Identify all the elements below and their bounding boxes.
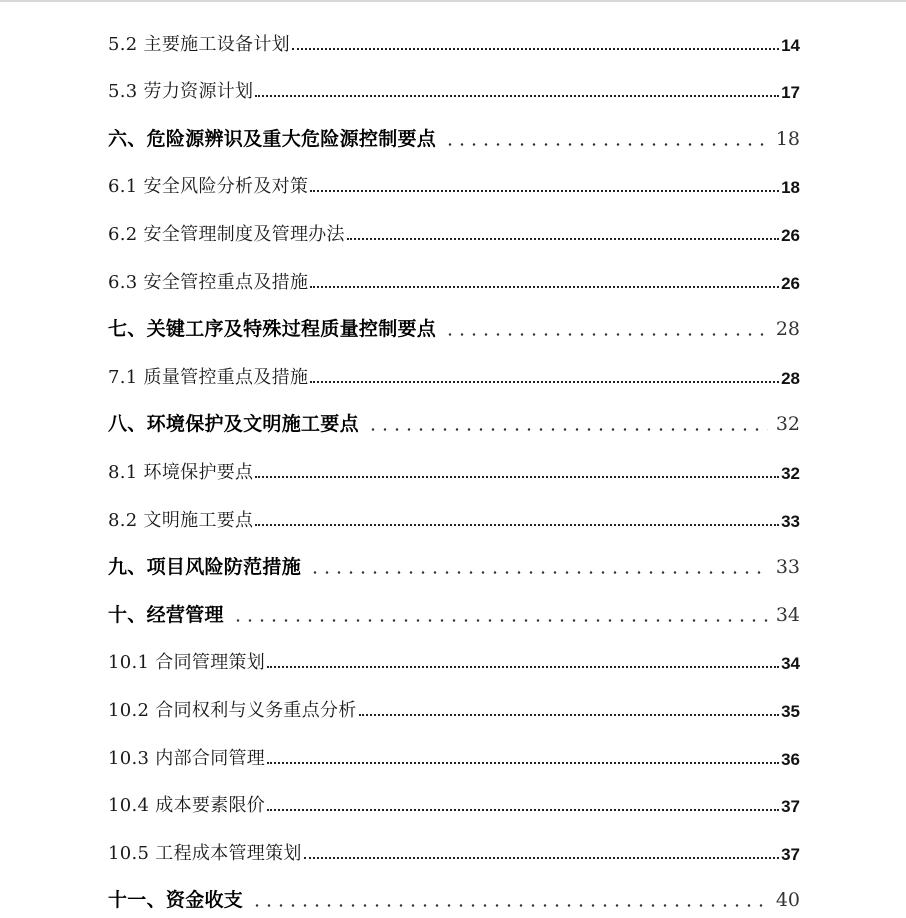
toc-dot-leader: [304, 857, 779, 859]
toc-page-number: 34: [781, 654, 800, 674]
toc-page-number: 14: [781, 35, 800, 55]
toc-entry-title: 10.3 内部合同管理: [108, 747, 266, 769]
toc-entry-title: 6.3 安全管控重点及措施: [108, 271, 309, 293]
toc-section-entry[interactable]: [108, 821, 800, 869]
toc-dot-leader: [444, 143, 768, 146]
toc-page-number: 33: [781, 511, 800, 531]
toc-chapter-entry[interactable]: [108, 583, 800, 631]
toc-dot-leader: [255, 524, 779, 526]
toc-page-number: 36: [781, 749, 800, 769]
toc-page-number: 32: [775, 413, 800, 436]
toc-dot-leader: [347, 238, 779, 240]
toc-page-number: 26: [781, 225, 800, 245]
toc-dot-leader: [251, 904, 768, 907]
toc-section-entry[interactable]: [108, 678, 800, 726]
page-top-border: [0, 0, 906, 2]
toc-dot-leader: [232, 619, 768, 622]
table-of-contents: [108, 12, 800, 916]
toc-entry-title: 十一、资金收支: [108, 889, 244, 912]
toc-dot-leader: [367, 428, 768, 431]
toc-chapter-entry[interactable]: [108, 107, 800, 155]
toc-entry-title: 七、关键工序及特殊过程质量控制要点: [108, 318, 437, 341]
toc-page-number: 40: [775, 889, 800, 912]
toc-entry-title: 5.3 劳力资源计划: [108, 81, 254, 103]
toc-chapter-entry[interactable]: [108, 298, 800, 346]
toc-entry-title: 10.4 成本要素限价: [108, 795, 266, 817]
toc-section-entry[interactable]: [108, 12, 800, 60]
toc-section-entry[interactable]: [108, 345, 800, 393]
toc-page-number: 26: [781, 273, 800, 293]
toc-section-entry[interactable]: [108, 631, 800, 679]
toc-dot-leader: [255, 476, 779, 478]
toc-dot-leader: [310, 190, 779, 192]
toc-dot-leader: [267, 762, 779, 764]
toc-entry-title: 5.2 主要施工设备计划: [108, 33, 290, 55]
toc-entry-title: 8.2 文明施工要点: [108, 509, 254, 531]
toc-page-number: 32: [781, 463, 800, 483]
toc-entry-title: 九、项目风险防范措施: [108, 556, 302, 579]
toc-section-entry[interactable]: [108, 726, 800, 774]
toc-entry-title: 10.5 工程成本管理策划: [108, 842, 302, 864]
toc-entry-title: 八、环境保护及文明施工要点: [108, 413, 359, 436]
toc-dot-leader: [310, 381, 779, 383]
toc-chapter-entry[interactable]: [108, 869, 800, 917]
toc-page-number: 28: [775, 318, 800, 341]
toc-dot-leader: [359, 714, 779, 716]
toc-section-entry[interactable]: [108, 774, 800, 822]
toc-page-number: 33: [775, 556, 800, 579]
toc-page-number: 17: [781, 83, 800, 103]
toc-entry-title: 十、经营管理: [108, 603, 224, 626]
toc-page-number: 34: [775, 603, 800, 626]
toc-dot-leader: [267, 666, 779, 668]
toc-page-number: 18: [775, 127, 800, 150]
toc-page-number: 37: [781, 797, 800, 817]
toc-entry-title: 六、危险源辨识及重大危险源控制要点: [108, 127, 437, 150]
toc-entry-title: 10.2 合同权利与义务重点分析: [108, 699, 357, 721]
toc-section-entry[interactable]: [108, 60, 800, 108]
toc-dot-leader: [310, 286, 779, 288]
toc-section-entry[interactable]: [108, 488, 800, 536]
toc-entry-title: 6.1 安全风险分析及对策: [108, 176, 309, 198]
toc-entry-title: 10.1 合同管理策划: [108, 652, 266, 674]
toc-page-number: 18: [781, 178, 800, 198]
toc-dot-leader: [267, 809, 779, 811]
toc-dot-leader: [444, 333, 768, 336]
toc-dot-leader: [255, 95, 779, 97]
toc-entry-title: 6.2 安全管理制度及管理办法: [108, 223, 345, 245]
toc-section-entry[interactable]: [108, 155, 800, 203]
toc-chapter-entry[interactable]: [108, 536, 800, 584]
toc-dot-leader: [292, 48, 779, 50]
toc-section-entry[interactable]: [108, 250, 800, 298]
toc-entry-title: 8.1 环境保护要点: [108, 461, 254, 483]
toc-page-number: 35: [781, 701, 800, 721]
toc-chapter-entry[interactable]: [108, 393, 800, 441]
toc-section-entry[interactable]: [108, 440, 800, 488]
toc-section-entry[interactable]: [108, 202, 800, 250]
toc-dot-leader: [309, 571, 768, 574]
toc-page-number: 37: [781, 844, 800, 864]
toc-page-number: 28: [781, 368, 800, 388]
toc-entry-title: 7.1 质量管控重点及措施: [108, 366, 309, 388]
